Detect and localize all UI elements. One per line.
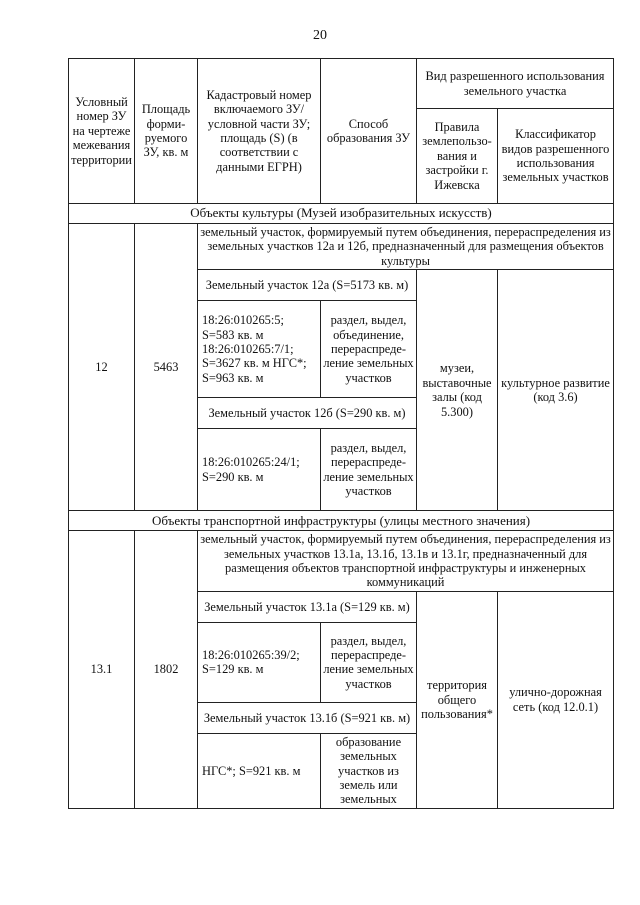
method-cell: раздел, выдел, перераспреде-ление земельных участков (321, 429, 417, 511)
plot-description: земельный участок, формируемый путем объединения, перераспределения из земельных участков 13.1а, 13.1б, 13.1в и 13.1г, предназначенный для размещения объектов транспортной инфраструктуры и инженерных коммуникаций (198, 531, 614, 592)
section-title-transport: Объекты транспортной инфраструктуры (улицы местного значения) (69, 511, 614, 531)
header-zu-number: Условный номер ЗУ на чертеже межевания территории (69, 59, 135, 204)
method-cell: раздел, выдел, объединение, перераспреде-ление земельных участков (321, 301, 417, 398)
header-permitted-use: Вид разрешенного использования земельного участка (417, 59, 614, 109)
plot-description: земельный участок, формируемый путем объединения, перераспределения из земельных участков 12а и 12б, предназначенный для размещения объектов культуры (198, 224, 614, 270)
zu-number-cell: 12 (69, 224, 135, 511)
header-cadastral: Кадастровый номер включаемого ЗУ/ условной части ЗУ; площадь (S) (в соответствии с данными ЕГРН) (198, 59, 321, 204)
cadastral-cell: 18:26:010265:39/2; S=129 кв. м (198, 622, 321, 702)
rules-use-cell: музеи, выставочные залы (код 5.300) (417, 270, 498, 511)
page-number: 20 (313, 28, 327, 43)
subplot-title: Земельный участок 13.1б (S=921 кв. м) (198, 702, 417, 733)
subplot-title: Земельный участок 13.1а (S=129 кв. м) (198, 591, 417, 622)
section-row (69, 511, 614, 531)
table-row (69, 224, 614, 270)
classifier-use-cell: культурное развитие (код 3.6) (498, 270, 614, 511)
classifier-use-cell: улично-дорожная сеть (код 12.0.1) (498, 591, 614, 808)
area-cell: 1802 (135, 531, 198, 809)
table-header-row (69, 59, 614, 109)
subplot-title: Земельный участок 12а (S=5173 кв. м) (198, 270, 417, 301)
rules-use-cell: территория общего пользования* (417, 591, 498, 808)
header-area: Площадь форми-руемого ЗУ, кв. м (135, 59, 198, 204)
cadastral-cell: НГС*; S=921 кв. м (198, 733, 321, 808)
zu-number-cell: 13.1 (69, 531, 135, 809)
area-cell: 5463 (135, 224, 198, 511)
table-row (69, 531, 614, 592)
cadastral-cell: 18:26:010265:24/1; S=290 кв. м (198, 429, 321, 511)
cadastral-cell: 18:26:010265:5; S=583 кв. м 18:26:010265:7/1; S=3627 кв. м НГС*; S=963 кв. м (198, 301, 321, 398)
subplot-title: Земельный участок 12б (S=290 кв. м) (198, 398, 417, 429)
land-plots-table (68, 58, 614, 809)
header-classifier: Классификатор видов разрешенного использования земельных участков (498, 109, 614, 204)
section-title-culture: Объекты культуры (Музей изобразительных искусств) (69, 204, 614, 224)
method-cell: раздел, выдел, перераспреде-ление земельных участков (321, 622, 417, 702)
section-row (69, 204, 614, 224)
header-method: Способ образования ЗУ (321, 59, 417, 204)
method-cell: образование земельных участков из земель или земельных (321, 733, 417, 808)
header-rules: Правила землепользо-вания и застройки г. Ижевска (417, 109, 498, 204)
